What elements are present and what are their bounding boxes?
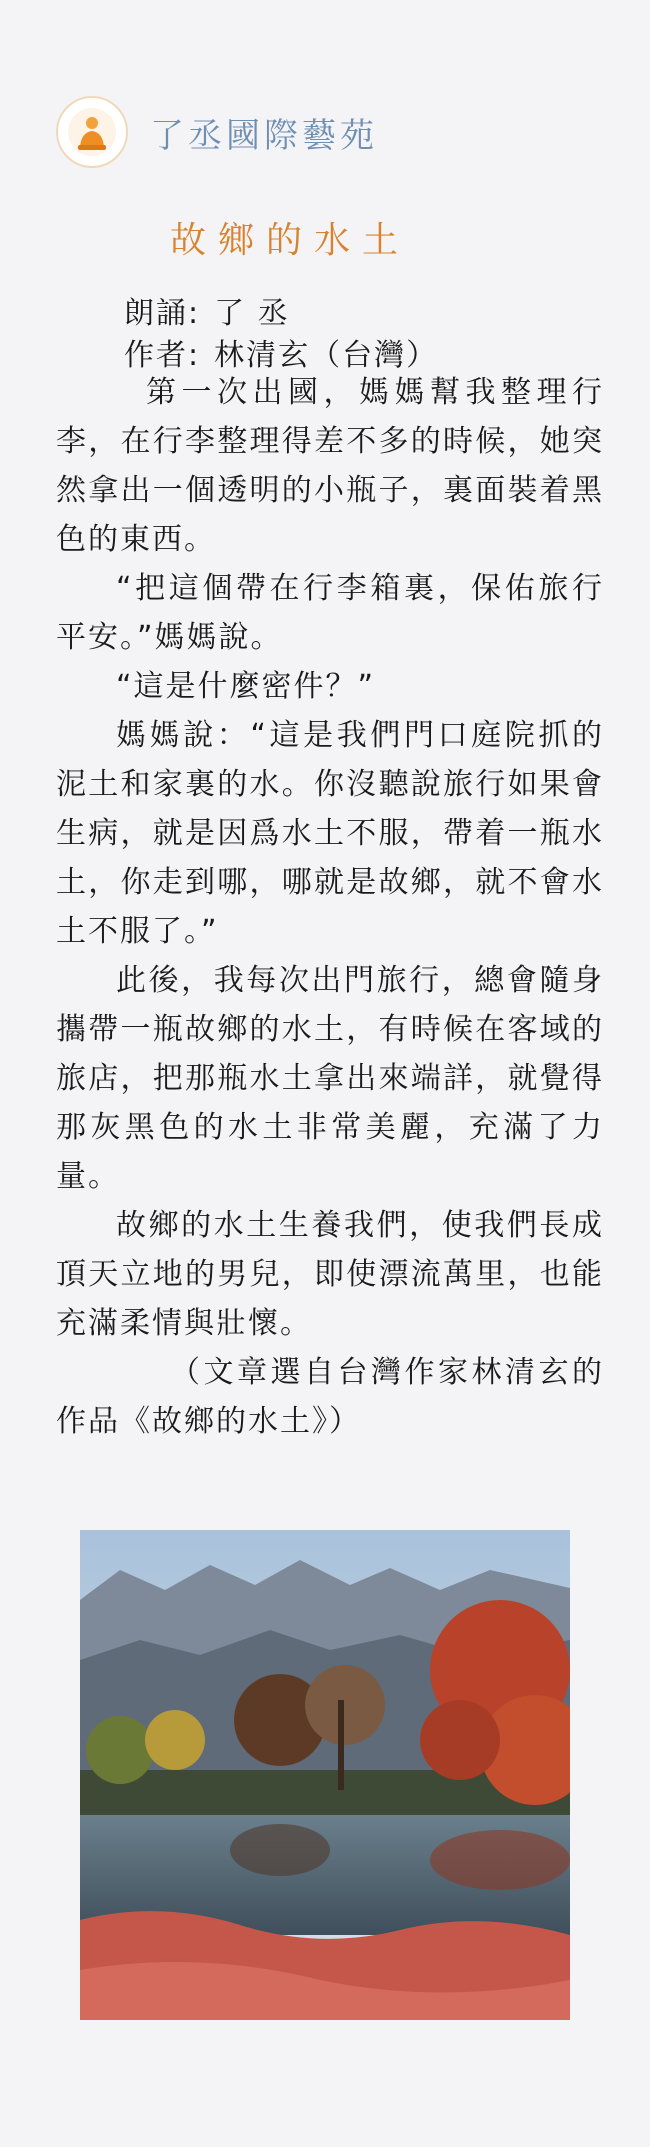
brand-name: 了丞國際藝苑 (150, 115, 378, 156)
paragraph: “把這個帶在行李箱裏，保佑旅行平安。”媽媽說。 (56, 571, 604, 655)
source-note: （文章選自台灣作家林清玄的作品《故鄉的水土》） (56, 1355, 604, 1439)
paragraph: 故鄉的水土生養我們，使我們長成頂天立地的男兒，即使漂流萬里，也能充滿柔情與壯懷。 (56, 1208, 604, 1341)
author-label: 作者: (124, 338, 201, 373)
buddha-logo-icon (56, 96, 128, 168)
reciter-name: 了 丞 (214, 296, 290, 331)
landscape-photo (80, 1530, 570, 2020)
paragraph: 媽媽說：“這是我們門口庭院抓的泥土和家裏的水。你沒聽說旅行如果會生病，就是因爲水土不服，帶着一瓶水土，你走到哪，哪就是故鄉，就不會水土不服了。” (56, 718, 604, 949)
reciter-line (124, 288, 290, 332)
author-name: 林清玄（台灣） (214, 338, 439, 373)
paragraph: “這是什麼密件？” (116, 669, 376, 704)
reciter-label: 朗誦: (124, 296, 201, 331)
article-title: 故鄉的水土 (169, 220, 410, 261)
header (56, 96, 378, 168)
paragraph: 此後，我每次出門旅行，總會隨身攜帶一瓶故鄉的水土，有時候在客域的旅店，把那瓶水土拿出來端詳，就覺得那灰黑色的水土非常美麗，充滿了力量。 (56, 963, 604, 1194)
paragraph: 第一次出國，媽媽幫我整理行李，在行李整理得差不多的時候，她突然拿出一個透明的小瓶子，裏面裝着黑色的東西。 (56, 375, 604, 557)
article-body (56, 368, 604, 1446)
